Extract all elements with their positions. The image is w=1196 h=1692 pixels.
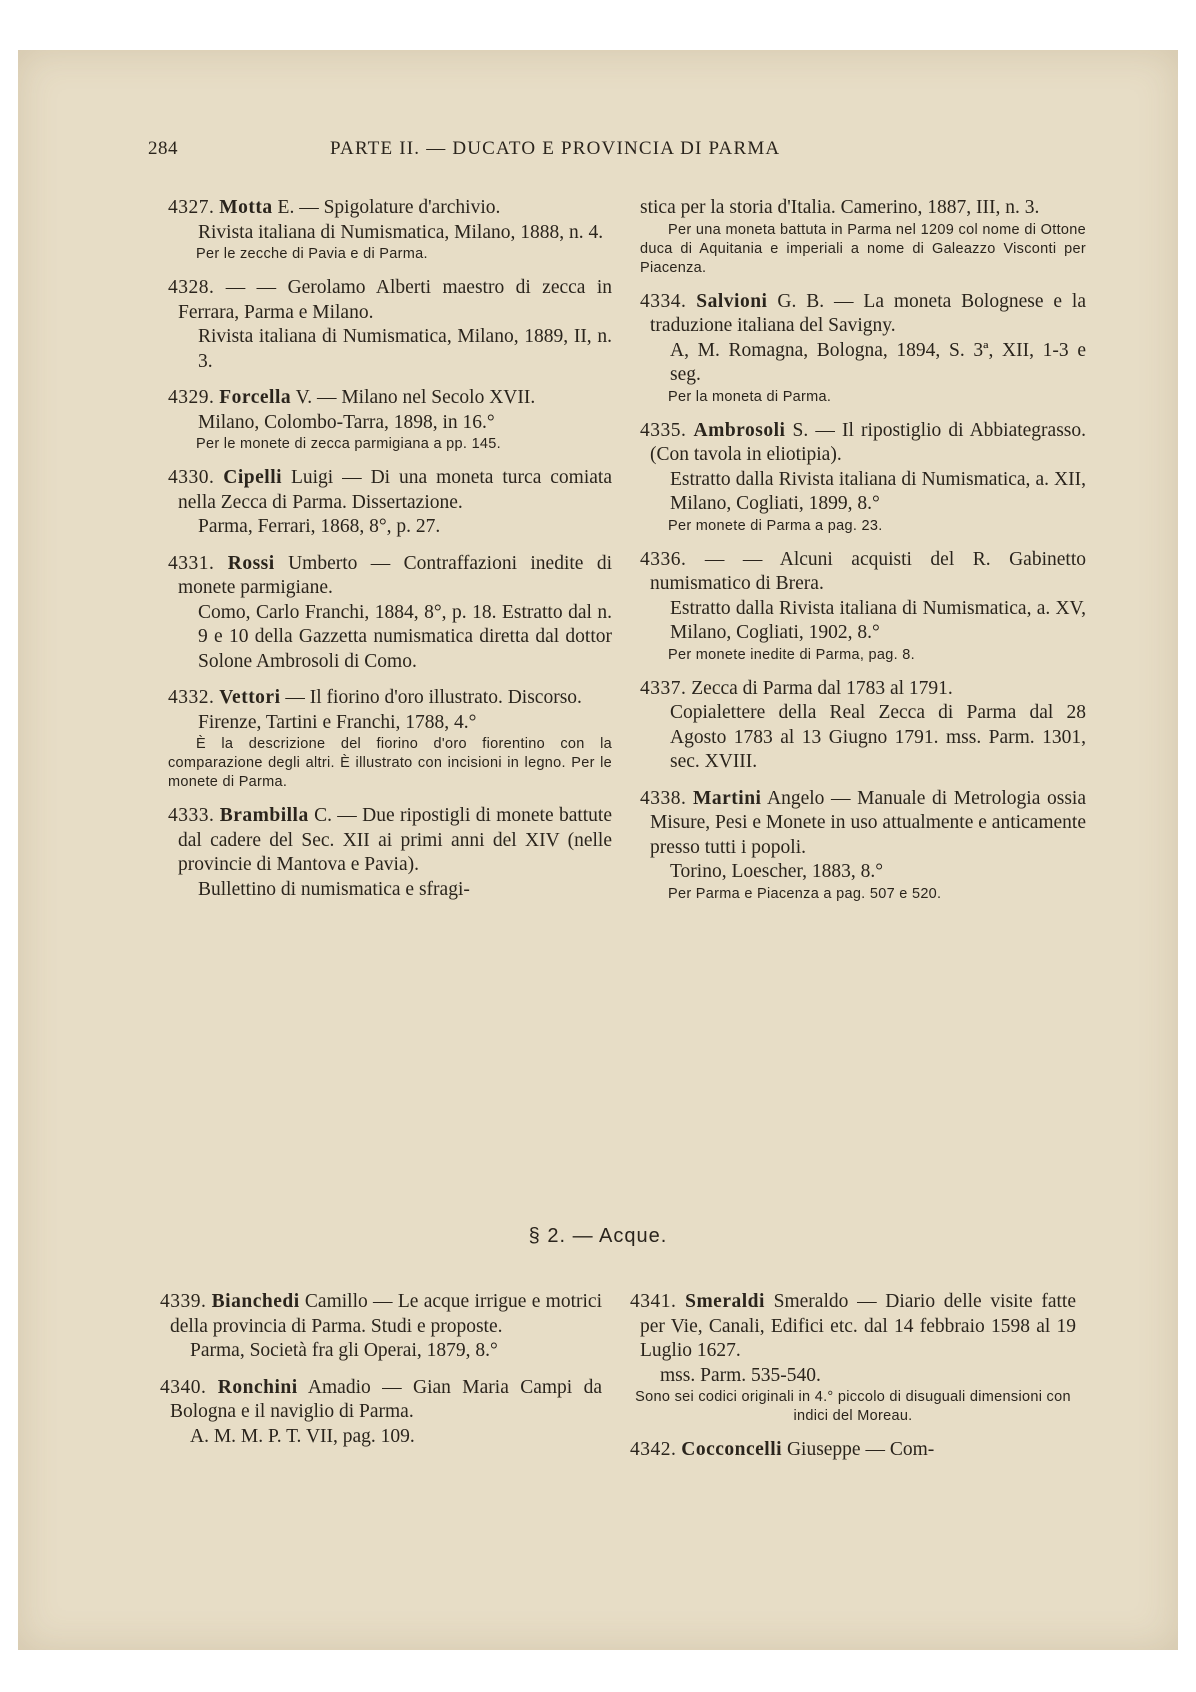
entry-title	[168, 196, 612, 221]
entry-publication: Copialettere della Real Zecca di Parma dal 28 Agosto 1783 al 13 Giugno 1791. mss. Parm. 1301, sec. XVIII.	[670, 702, 1086, 772]
entry-author: Cocconcelli	[681, 1439, 783, 1460]
entry-author: Rossi	[227, 552, 275, 574]
entry-publication: A. M. M. P. T. VII, pag. 109.	[190, 1425, 415, 1447]
entry-title	[640, 419, 1086, 468]
entry-publication: Rivista italiana di Numismatica, Milano, 1888, n. 4.	[198, 221, 604, 243]
entry-title	[168, 276, 612, 325]
bibliography-entry	[168, 804, 612, 902]
entry-note: Per una moneta battuta in Parma nel 1209 col nome di Ottone duca di Aquitania e imperiali a nome di Galeazzo Visconti per Piacenza.	[640, 221, 1086, 276]
entry-title	[168, 466, 612, 515]
page-header	[148, 138, 1008, 168]
entry-number: 4341.	[630, 1291, 677, 1312]
entry-author: Ronchini	[217, 1376, 298, 1398]
bibliography-entry	[168, 386, 612, 454]
bibliography-entry	[160, 1290, 602, 1364]
entry-number: 4331.	[168, 552, 215, 574]
entry-number: 4330.	[168, 467, 215, 488]
entry-note: È la descrizione del fiorino d'oro fiorentino con la comparazione degli altri. È illustrato con incisioni in legno. Per le monete di Parma.	[168, 736, 612, 790]
entry-title	[640, 548, 1086, 597]
bibliography-entry	[168, 686, 612, 792]
entry-author: Brambilla	[219, 805, 309, 826]
entry-number: 4335.	[640, 419, 687, 441]
entry-number: 4328.	[168, 277, 215, 298]
entry-publication: Parma, Ferrari, 1868, 8°, p. 27.	[198, 516, 441, 537]
entry-author: Vettori	[219, 687, 281, 708]
entry-number: 4327.	[168, 197, 215, 218]
entry-description: Umberto — Contraffazioni inedite di monete parmigiane.	[178, 552, 613, 598]
entry-author: Motta	[219, 197, 273, 218]
entry-number: 4339.	[160, 1291, 207, 1312]
page-number: 284	[148, 138, 178, 159]
entry-title	[168, 804, 612, 878]
entry-publication: Torino, Loescher, 1883, 8.°	[670, 861, 884, 882]
entry-note: Per la moneta di Parma.	[668, 388, 832, 405]
entry-number: 4338.	[640, 787, 687, 809]
entry-title	[168, 552, 612, 601]
column-left-bottom	[160, 1290, 602, 1461]
entry-description: Smeraldo — Diario delle visite fatte per Vie, Canali, Edifici etc. dal 14 febbraio 1598 al 19 Luglio 1627.	[640, 1291, 1077, 1361]
bibliography-entry	[630, 1290, 1076, 1426]
entry-description: Luigi — Di una moneta turca comiata nella Zecca di Parma. Dissertazione.	[178, 467, 612, 513]
entry-description: Camillo — Le acque irrigue e motrici della provincia di Parma. Studi e proposte.	[170, 1291, 602, 1337]
running-title: PARTE II. — DUCATO E PROVINCIA DI PARMA	[330, 138, 781, 159]
entry-title	[640, 290, 1086, 339]
bibliography-entry	[640, 787, 1086, 904]
entry-number: 4334.	[640, 290, 687, 312]
entry-publication: Bullettino di numismatica e sfragi-	[198, 878, 470, 900]
entry-title	[160, 1376, 602, 1425]
entry-author: Smeraldi	[685, 1291, 765, 1312]
entry-author: Martini	[692, 787, 762, 809]
bibliography-entry	[630, 1438, 1076, 1463]
column-left-top	[168, 196, 612, 914]
entry-publication: Como, Carlo Franchi, 1884, 8°, p. 18. Estratto dal n. 9 e 10 della Gazzetta numismatica diretta dal dottor Solone Ambrosoli di Como.	[198, 601, 612, 672]
entry-title	[630, 1438, 1076, 1463]
bibliography-entry	[168, 196, 612, 264]
entry-description: Zecca di Parma dal 1783 al 1791.	[691, 677, 953, 699]
entry-publication: Estratto dalla Rivista italiana di Numismatica, a. XII, Milano, Cogliati, 1899, 8.°	[670, 468, 1086, 514]
section-title: § 2. — Acque.	[528, 1225, 668, 1247]
entry-description: — — Alcuni acquisti del R. Gabinetto numismatico di Brera.	[650, 548, 1087, 594]
entry-publication: Milano, Colombo-Tarra, 1898, in 16.°	[198, 411, 495, 433]
entry-note: Per le monete di zecca parmigiana a pp. 145.	[196, 436, 501, 452]
entry-number: 4342.	[630, 1439, 677, 1460]
entry-title	[168, 386, 612, 411]
entry-publication: Estratto dalla Rivista italiana di Numismatica, a. XV, Milano, Cogliati, 1902, 8.°	[670, 597, 1086, 643]
entry-number: 4337.	[640, 677, 687, 699]
entry-publication: Parma, Società fra gli Operai, 1879, 8.°	[190, 1340, 498, 1361]
bibliography-entry	[640, 290, 1086, 407]
bibliography-entry	[640, 548, 1086, 665]
entry-note: Per le zecche di Pavia e di Parma.	[196, 246, 428, 262]
entry-title	[640, 677, 1086, 702]
column-right-top	[640, 196, 1086, 916]
entry-note: Per Parma e Piacenza a pag. 507 e 520.	[668, 885, 942, 902]
entry-publication: Firenze, Tartini e Franchi, 1788, 4.°	[198, 711, 477, 733]
entry-number: 4336.	[640, 548, 687, 570]
entry-publication: stica per la storia d'Italia. Camerino, 1887, III, n. 3.	[640, 197, 1040, 218]
entry-description: Amadio — Gian Maria Campi da Bologna e il naviglio di Parma.	[170, 1376, 603, 1422]
entry-description: V. — Milano nel Secolo XVII.	[291, 387, 536, 408]
bibliography-entry	[640, 677, 1086, 775]
entry-author: Ambrosoli	[693, 419, 786, 441]
entry-publication: Rivista italiana di Numismatica, Milano, 1889, II, n. 3.	[198, 326, 612, 372]
bibliography-entry	[160, 1376, 602, 1450]
entry-author: Salvioni	[696, 290, 768, 312]
entry-title	[640, 787, 1086, 861]
entry-description: E. — Spigolature d'archivio.	[272, 197, 501, 218]
entry-number: 4333.	[168, 805, 215, 826]
entry-author: Cipelli	[223, 467, 283, 488]
column-right-bottom	[630, 1290, 1076, 1475]
entry-number: 4329.	[168, 387, 215, 408]
entry-author: Bianchedi	[211, 1291, 300, 1312]
entry-description: Angelo — Manuale di Metrologia ossia Misure, Pesi e Monete in uso attualmente e anticamente presso tutti i popoli.	[650, 787, 1086, 858]
entry-publication: mss. Parm. 535-540.	[660, 1364, 821, 1386]
entry-title	[168, 686, 612, 711]
entry-description: C. — Due ripostigli di monete battute dal cadere del Sec. XII ai primi anni del XIV (nelle provincie di Mantova e Pavia).	[178, 805, 613, 875]
entry-description: — — Gerolamo Alberti maestro di zecca in Ferrara, Parma e Milano.	[178, 277, 613, 323]
entry-description: — Il fiorino d'oro illustrato. Discorso.	[280, 687, 582, 708]
entry-number: 4332.	[168, 687, 215, 708]
entry-title	[160, 1290, 602, 1339]
entry-description: S. — Il ripostiglio di Abbiategrasso. (Con tavola in eliotipia).	[650, 419, 1087, 465]
entry-publication: A, M. Romagna, Bologna, 1894, S. 3ª, XII, 1-3 e seg.	[670, 339, 1086, 385]
entry-title	[630, 1290, 1076, 1364]
entry-description: Giuseppe — Com-	[782, 1439, 935, 1460]
entry-note: Sono sei codici originali in 4.° piccolo di disuguali dimensioni con indici del Moreau.	[635, 1389, 1071, 1424]
bibliography-entry	[168, 552, 612, 675]
entry-author: Forcella	[219, 387, 292, 408]
bibliography-entry	[168, 466, 612, 540]
entry-note: Per monete di Parma a pag. 23.	[668, 517, 883, 534]
entry-number: 4340.	[160, 1376, 207, 1398]
bibliography-entry	[168, 276, 612, 374]
bibliography-entry	[640, 196, 1086, 278]
entry-note: Per monete inedite di Parma, pag. 8.	[668, 646, 915, 663]
entry-description: G. B. — La moneta Bolognese e la traduzione italiana del Savigny.	[650, 290, 1087, 336]
bibliography-entry	[640, 419, 1086, 536]
